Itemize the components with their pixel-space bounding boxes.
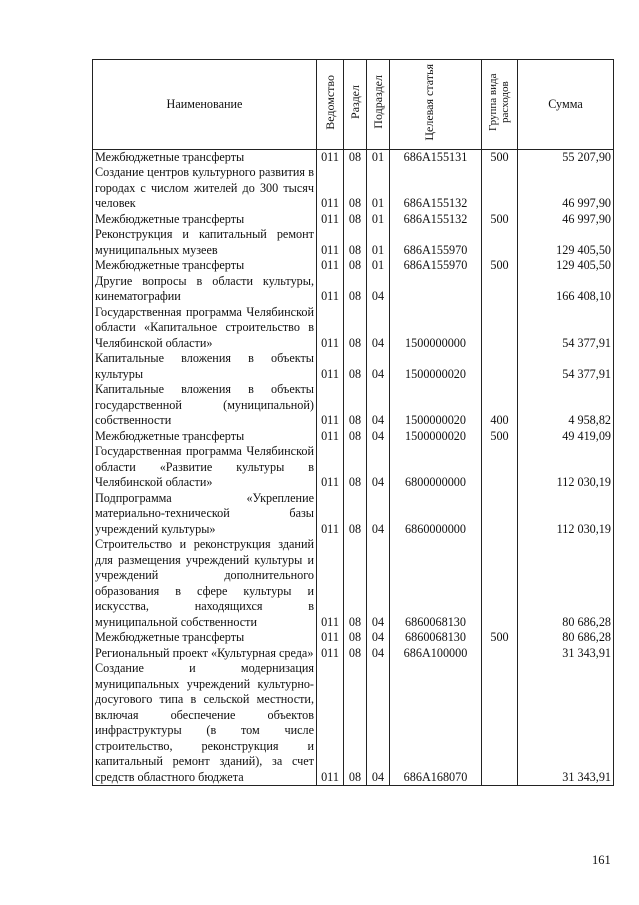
cell-target: 686A155970: [390, 227, 482, 258]
table-row: [93, 444, 614, 491]
cell-ved: 011: [317, 429, 344, 445]
cell-target: 6860000000: [390, 491, 482, 538]
cell-podrazdel: 04: [367, 305, 390, 352]
cell-podrazdel: 04: [367, 351, 390, 382]
table-row: [93, 537, 614, 630]
cell-razdel: 08: [344, 351, 367, 382]
cell-group: 500: [482, 630, 518, 646]
cell-name: Государственная программа Челябинской области «Развитие культуры в Челябинской области»: [93, 444, 317, 491]
cell-podrazdel: 01: [367, 258, 390, 274]
cell-podrazdel: 04: [367, 491, 390, 538]
cell-target: 6860068130: [390, 537, 482, 630]
cell-name: Создание и модернизация муниципальных учреждений культурно-досугового типа в сельской местности, включая обеспечение объектов инфраструктуры (в том числе строительство, реконструкция и капитальный ремонт зданий), за счет средств областного бюджета: [93, 661, 317, 786]
cell-name: Строительство и реконструкция зданий для размещения учреждений культуры и учреждений дополнительного образования в сфере культуры и искусства, находящихся в муниципальной собственности: [93, 537, 317, 630]
cell-sum: 54 377,91: [518, 305, 614, 352]
cell-sum: 31 343,91: [518, 646, 614, 662]
cell-sum: 31 343,91: [518, 661, 614, 786]
cell-sum: 80 686,28: [518, 537, 614, 630]
cell-target: 6860068130: [390, 630, 482, 646]
cell-target: 1500000020: [390, 351, 482, 382]
cell-sum: 54 377,91: [518, 351, 614, 382]
cell-name: Другие вопросы в области культуры, кинематографии: [93, 274, 317, 305]
cell-sum: 166 408,10: [518, 274, 614, 305]
table-row: [93, 630, 614, 646]
table-row: [93, 646, 614, 662]
header-target: Целевая статья: [390, 60, 482, 150]
cell-sum: 46 997,90: [518, 212, 614, 228]
cell-name: Капитальные вложения в объекты государственной (муниципальной) собственности: [93, 382, 317, 429]
cell-target: 1500000020: [390, 429, 482, 445]
cell-ved: 011: [317, 537, 344, 630]
cell-ved: 011: [317, 646, 344, 662]
cell-sum: 129 405,50: [518, 258, 614, 274]
cell-razdel: 08: [344, 646, 367, 662]
cell-target: 686A100000: [390, 646, 482, 662]
cell-target: 1500000020: [390, 382, 482, 429]
cell-sum: 112 030,19: [518, 491, 614, 538]
table-row: [93, 429, 614, 445]
cell-target: 686A155132: [390, 212, 482, 228]
cell-name: Государственная программа Челябинской области «Капитальное строительство в Челябинской области»: [93, 305, 317, 352]
cell-podrazdel: 04: [367, 274, 390, 305]
cell-podrazdel: 04: [367, 382, 390, 429]
cell-sum: 112 030,19: [518, 444, 614, 491]
header-name: Наименование: [93, 60, 317, 150]
cell-group: 400: [482, 382, 518, 429]
cell-group: [482, 646, 518, 662]
cell-sum: 49 419,09: [518, 429, 614, 445]
header-sum: Сумма: [518, 60, 614, 150]
cell-ved: 011: [317, 305, 344, 352]
cell-ved: 011: [317, 630, 344, 646]
cell-razdel: 08: [344, 305, 367, 352]
cell-ved: 011: [317, 165, 344, 212]
table-row: [93, 165, 614, 212]
cell-name: Межбюджетные трансферты: [93, 429, 317, 445]
page-number: 161: [592, 853, 611, 867]
cell-sum: 129 405,50: [518, 227, 614, 258]
cell-ved: 011: [317, 149, 344, 165]
cell-sum: 46 997,90: [518, 165, 614, 212]
cell-group: [482, 165, 518, 212]
cell-podrazdel: 04: [367, 429, 390, 445]
cell-target: 686A155132: [390, 165, 482, 212]
cell-razdel: 08: [344, 274, 367, 305]
cell-ved: 011: [317, 227, 344, 258]
cell-podrazdel: 01: [367, 149, 390, 165]
cell-razdel: 08: [344, 491, 367, 538]
cell-podrazdel: 01: [367, 165, 390, 212]
table-row: [93, 382, 614, 429]
cell-ved: 011: [317, 491, 344, 538]
cell-name: Создание центров культурного развития в городах с числом жителей до 300 тысяч человек: [93, 165, 317, 212]
cell-razdel: 08: [344, 165, 367, 212]
cell-razdel: 08: [344, 382, 367, 429]
cell-name: Подпрограмма «Укрепление материально-технической базы учреждений культуры»: [93, 491, 317, 538]
cell-target: 1500000000: [390, 305, 482, 352]
cell-razdel: 08: [344, 258, 367, 274]
cell-group: 500: [482, 212, 518, 228]
table-row: [93, 661, 614, 786]
cell-name: Межбюджетные трансферты: [93, 258, 317, 274]
cell-name: Межбюджетные трансферты: [93, 149, 317, 165]
cell-razdel: 08: [344, 444, 367, 491]
cell-podrazdel: 04: [367, 661, 390, 786]
cell-group: [482, 227, 518, 258]
cell-razdel: 08: [344, 429, 367, 445]
cell-name: Межбюджетные трансферты: [93, 630, 317, 646]
cell-podrazdel: 04: [367, 537, 390, 630]
cell-ved: 011: [317, 661, 344, 786]
cell-name: Капитальные вложения в объекты культуры: [93, 351, 317, 382]
cell-group: 500: [482, 258, 518, 274]
cell-group: [482, 444, 518, 491]
cell-group: [482, 305, 518, 352]
cell-group: [482, 491, 518, 538]
header-podrazdel: Подраздел: [367, 60, 390, 150]
cell-podrazdel: 04: [367, 646, 390, 662]
table-row: [93, 351, 614, 382]
header-group: Группа вида расходов: [482, 60, 518, 150]
cell-ved: 011: [317, 258, 344, 274]
cell-podrazdel: 04: [367, 630, 390, 646]
cell-sum: 55 207,90: [518, 149, 614, 165]
cell-razdel: 08: [344, 630, 367, 646]
table-row: [93, 274, 614, 305]
table-row: [93, 149, 614, 165]
cell-razdel: 08: [344, 661, 367, 786]
table-row: [93, 305, 614, 352]
table-row: [93, 491, 614, 538]
cell-razdel: 08: [344, 227, 367, 258]
cell-ved: 011: [317, 212, 344, 228]
cell-target: 686A155970: [390, 258, 482, 274]
cell-name: Реконструкция и капитальный ремонт муниципальных музеев: [93, 227, 317, 258]
cell-name: Межбюджетные трансферты: [93, 212, 317, 228]
cell-podrazdel: 01: [367, 212, 390, 228]
cell-ved: 011: [317, 351, 344, 382]
table-row: [93, 212, 614, 228]
cell-podrazdel: 04: [367, 444, 390, 491]
cell-target: 686A155131: [390, 149, 482, 165]
cell-target: 6800000000: [390, 444, 482, 491]
table-header-row: [93, 60, 614, 150]
cell-razdel: 08: [344, 149, 367, 165]
header-ved: Ведомство: [317, 60, 344, 150]
cell-razdel: 08: [344, 537, 367, 630]
cell-ved: 011: [317, 382, 344, 429]
cell-group: [482, 351, 518, 382]
cell-group: [482, 537, 518, 630]
table-row: [93, 258, 614, 274]
cell-group: 500: [482, 149, 518, 165]
header-razdel: Раздел: [344, 60, 367, 150]
budget-table: [92, 59, 614, 786]
cell-group: [482, 661, 518, 786]
cell-razdel: 08: [344, 212, 367, 228]
cell-group: 500: [482, 429, 518, 445]
table-row: [93, 227, 614, 258]
cell-sum: 4 958,82: [518, 382, 614, 429]
cell-target: [390, 274, 482, 305]
cell-podrazdel: 01: [367, 227, 390, 258]
cell-ved: 011: [317, 444, 344, 491]
cell-name: Региональный проект «Культурная среда»: [93, 646, 317, 662]
cell-group: [482, 274, 518, 305]
cell-target: 686A168070: [390, 661, 482, 786]
cell-sum: 80 686,28: [518, 630, 614, 646]
cell-ved: 011: [317, 274, 344, 305]
